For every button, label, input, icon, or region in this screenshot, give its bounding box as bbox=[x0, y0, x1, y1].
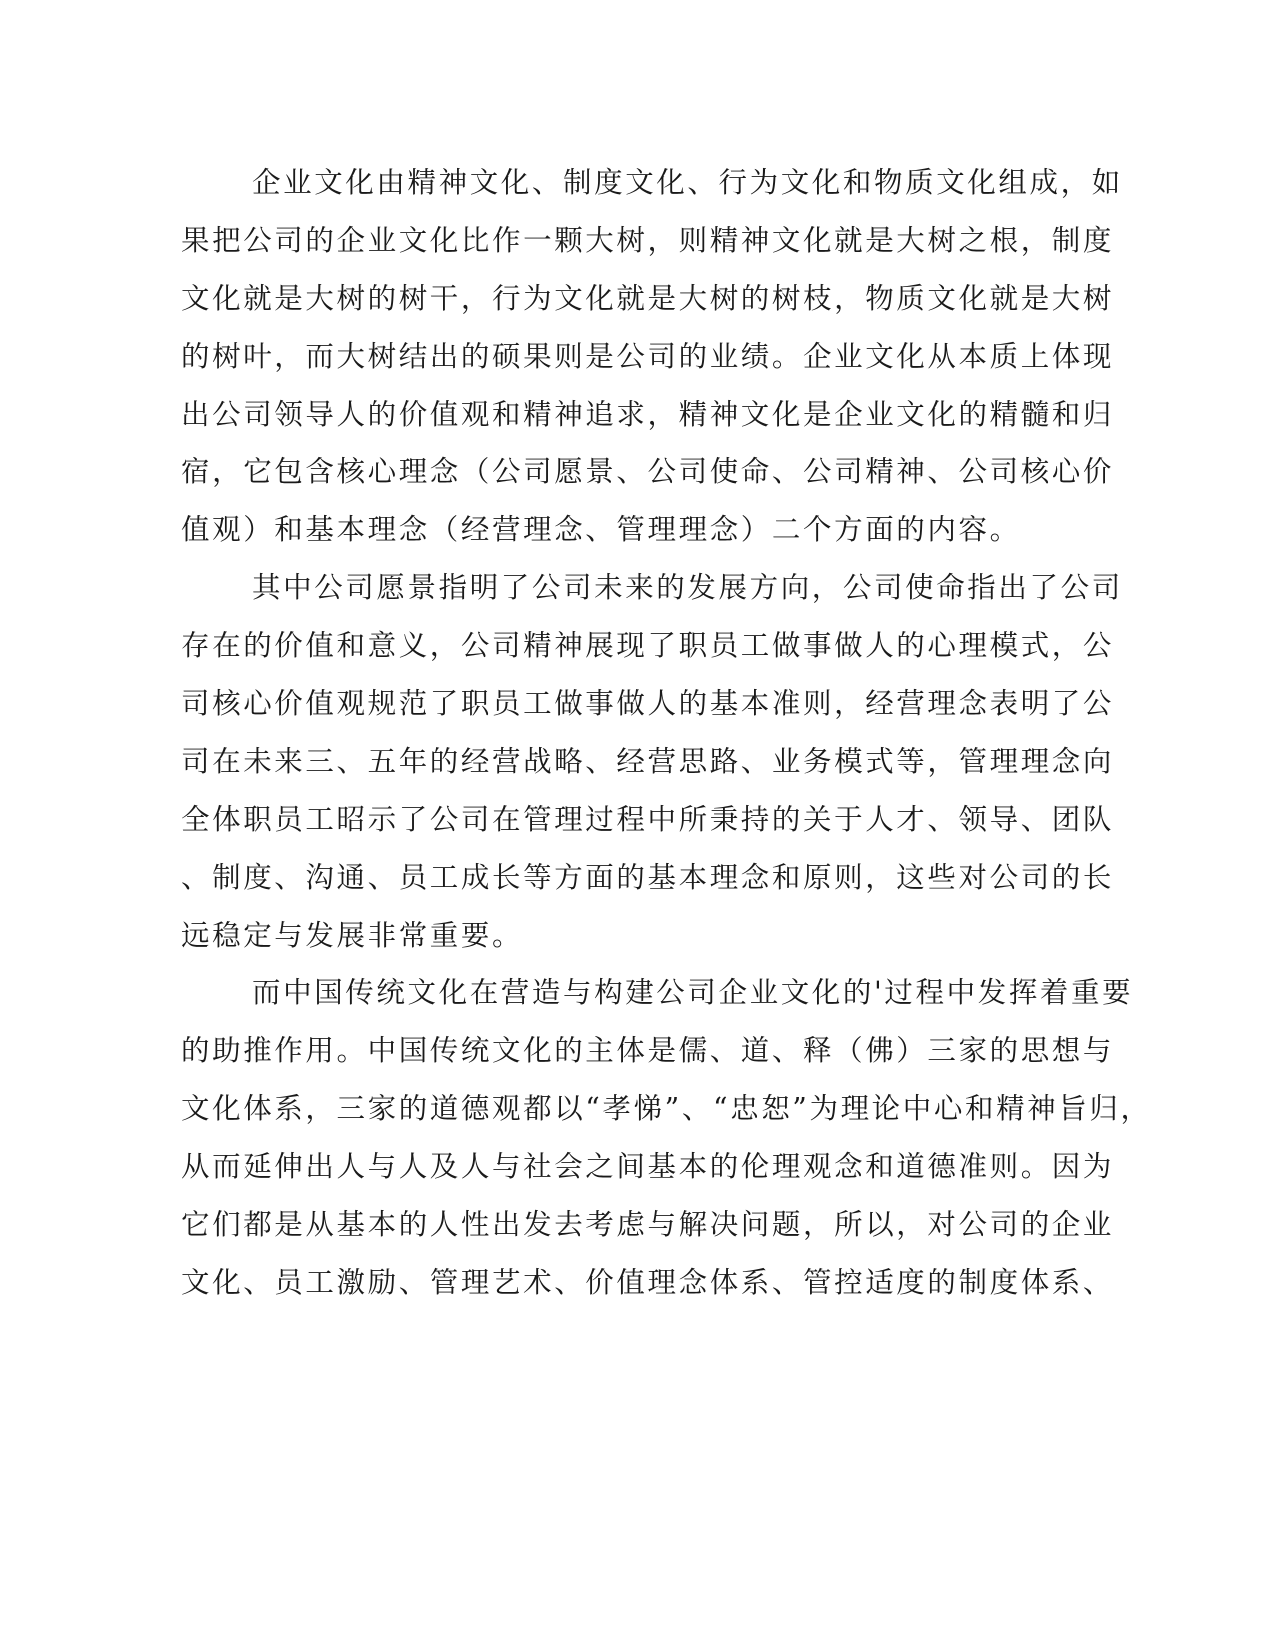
paragraph-1 bbox=[181, 160, 1123, 565]
paragraph-line: 其中公司愿景指明了公司未来的发展方向，公司使命指出了公司 bbox=[252, 571, 1123, 605]
paragraph-line: 的树叶，而大树结出的硕果则是公司的业绩。企业文化从本质上体现 bbox=[181, 339, 1115, 373]
body-text bbox=[181, 160, 1152, 1318]
paragraph-3 bbox=[181, 970, 1152, 1317]
paragraph-line: 宿，它包含核心理念（公司愿景、公司使命、公司精神、公司核心价 bbox=[181, 455, 1115, 489]
paragraph-line: 从而延伸出人与人及人与社会之间基本的伦理观念和道德准则。因为 bbox=[181, 1150, 1115, 1184]
paragraph-line: 文化体系，三家的道德观都以“孝悌”、“忠恕”为理论中心和精神旨归， bbox=[181, 1092, 1152, 1126]
paragraph-line: 全体职员工昭示了公司在管理过程中所秉持的关于人才、领导、团队 bbox=[181, 802, 1115, 836]
paragraph-line: 而中国传统文化在营造与构建公司企业文化的'过程中发挥着重要 bbox=[252, 976, 1134, 1010]
paragraph-line: 文化、员工激励、管理艺术、价值理念体系、管控适度的制度体系、 bbox=[181, 1265, 1115, 1299]
paragraph-2 bbox=[181, 565, 1123, 970]
paragraph-line: 它们都是从基本的人性出发去考虑与解决问题，所以，对公司的企业 bbox=[181, 1208, 1115, 1242]
paragraph-line: 值观）和基本理念（经营理念、管理理念）二个方面的内容。 bbox=[181, 513, 1021, 547]
paragraph-line: 、制度、沟通、员工成长等方面的基本理念和原则，这些对公司的长 bbox=[181, 860, 1115, 894]
paragraph-line: 司在未来三、五年的经营战略、经营思路、业务模式等，管理理念向 bbox=[181, 744, 1115, 778]
paragraph-line: 司核心价值观规范了职员工做事做人的基本准则，经营理念表明了公 bbox=[181, 687, 1115, 721]
paragraph-line: 存在的价值和意义，公司精神展现了职员工做事做人的心理模式，公 bbox=[181, 629, 1115, 663]
paragraph-line: 企业文化由精神文化、制度文化、行为文化和物质文化组成，如 bbox=[252, 166, 1123, 199]
paragraph-line: 远稳定与发展非常重要。 bbox=[181, 918, 524, 952]
paragraph-line: 出公司领导人的价值观和精神追求，精神文化是企业文化的精髓和归 bbox=[181, 397, 1115, 431]
paragraph-line: 文化就是大树的树干，行为文化就是大树的树枝，物质文化就是大树 bbox=[181, 281, 1115, 315]
paragraph-line: 果把公司的企业文化比作一颗大树，则精神文化就是大树之根，制度 bbox=[181, 223, 1115, 257]
paragraph-line: 的助推作用。中国传统文化的主体是儒、道、释（佛）三家的思想与 bbox=[181, 1034, 1115, 1068]
